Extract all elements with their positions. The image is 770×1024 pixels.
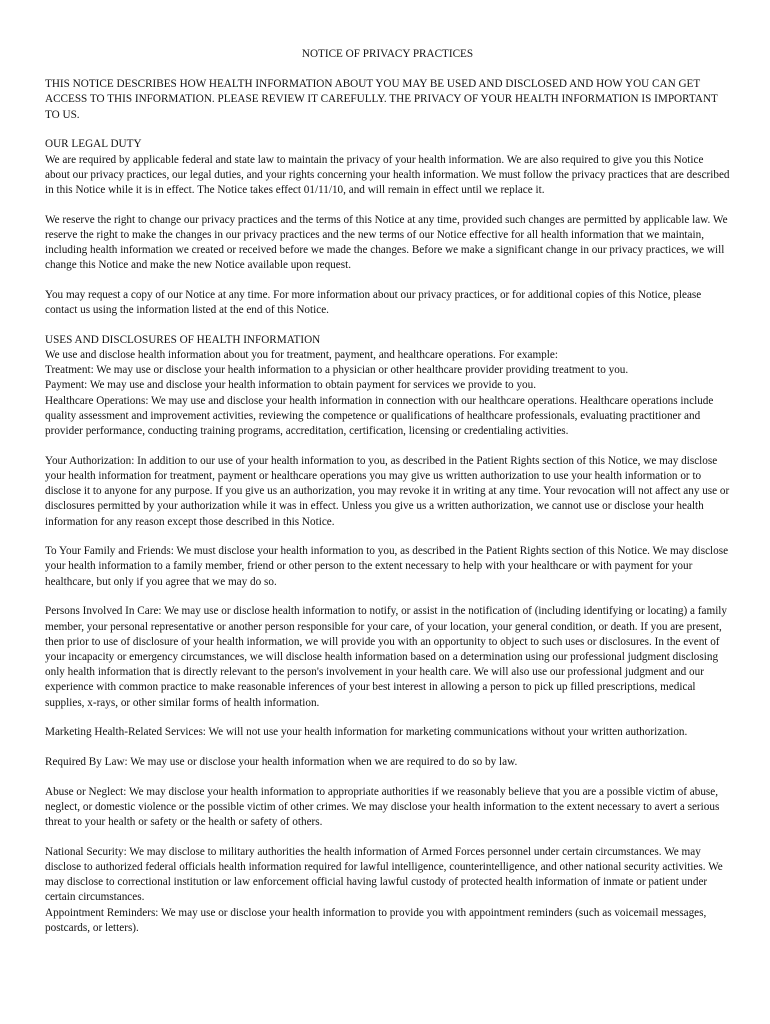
uses-intro: We use and disclose health information about you for treatment, payment, and healthcare operations. For example: [45, 349, 558, 362]
uses-section [45, 333, 730, 439]
intro-paragraph: THIS NOTICE DESCRIBES HOW HEALTH INFORMATION ABOUT YOU MAY BE USED AND DISCLOSED AND HOW YOU CAN GET ACCESS TO THIS INFORMATION. PLEASE REVIEW IT CAREFULLY. THE PRIVACY OF YOUR HEALTH INFORMATION IS IMPORTANT TO US. [45, 78, 718, 121]
legal-duty-section [45, 137, 730, 198]
uses-appointment-reminders: Appointment Reminders: We may use or disclose your health information to provide you with appointment reminders (such as voicemail messages, postcards, or letters). [45, 906, 707, 934]
uses-persons-involved: Persons Involved In Care: We may use or disclose health information to notify, or assist in the notification of (including identifying or locating) a family member, your personal representative or another person responsible for your care, of your location, your general condition, or death. If you are present, then prior to use of disclosure of your health information, we will provide you with an opportunity to object to such uses or disclosures. In the event of your incapacity or emergency circumstances, we will disclose health information based on a determination using our professional judgment disclosing only health information that is directly relevant to the person's involvement in your health care. We will also use our professional judgment and our experience with common practice to make reasonable inferences of your best interest in allowing a person to pick up filled prescriptions, medical supplies, x-rays, or other similar forms of health information. [45, 605, 728, 709]
uses-required-by-law: Required By Law: We may use or disclose your health information when we are required to do so by law. [45, 756, 518, 769]
uses-operations: Healthcare Operations: We may use and disclose your health information in connection with our healthcare operations. Healthcare operations include quality assessment and improvement activities, reviewing the competence or qualifications of healthcare professionals, evaluating practitioner and provider performance, conducting training programs, accreditation, certification, licensing or credentialing activities. [45, 394, 714, 438]
uses-authorization: Your Authorization: In addition to our use of your health information to you, as described in the Patient Rights section of this Notice, we may disclose your health information for treatment, payment or healthcare operations you may give us written authorization to use your health information or to disclose it to anyone for any purpose. If you give us an authorization, you may revoke it in writing at any time. Your revocation will not affect any use or disclosures permitted by your authorization while it was in effect. Unless you give us a written authorization, we cannot use or disclose your health information for any reason except those described in this Notice. [45, 454, 730, 528]
document-title: NOTICE OF PRIVACY PRACTICES [301, 48, 474, 60]
uses-marketing: Marketing Health-Related Services: We will not use your health information for marketing communications without your written authorization. [45, 726, 688, 739]
uses-treatment: Treatment: We may use or disclose your health information to a physician or other healthcare provider providing treatment to you. [45, 364, 629, 377]
uses-abuse-neglect: Abuse or Neglect: We may disclose your health information to appropriate authorities if we reasonably believe that you are a possible victim of abuse, neglect, or domestic violence or the possible victim of other crimes. We may disclose your health information to the extent necessary to avert a serious threat to your health or safety or the health or safety of others. [45, 785, 720, 829]
legal-duty-paragraph-3: You may request a copy of our Notice at any time. For more information about our privacy practices, or for additional copies of this Notice, please contact us using the information listed at the end of this Notice. [45, 288, 702, 317]
uses-family: To Your Family and Friends: We must disclose your health information to you, as described in the Patient Rights section of this Notice. We may disclose your health information to a family member, friend or other person to the extent necessary to help with your healthcare or with payment for your healthcare, but only if you agree that we may do so. [45, 545, 729, 588]
legal-duty-heading: OUR LEGAL DUTY [45, 138, 142, 151]
legal-duty-paragraph-1: We are required by applicable federal and state law to maintain the privacy of your health information. We are also required to give you this Notice about our privacy practices, our legal duties, and your rights concerning your health information. We must follow the privacy practices that are described in this Notice while it is in effect. The Notice takes effect 01/11/10, and will remain in effect until we replace it. [45, 153, 730, 196]
uses-national-security [45, 845, 730, 936]
legal-duty-paragraph-2: We reserve the right to change our privacy practices and the terms of this Notice at any time, provided such changes are permitted by applicable law. We reserve the right to make the changes in our privacy practices and the new terms of our Notice effective for all health information that we maintain, including health information we created or received before we made the changes. Before we make a significant change in our privacy practices, we will change this Notice and make the new Notice available upon request. [45, 213, 728, 272]
uses-heading: USES AND DISCLOSURES OF HEALTH INFORMATION [45, 333, 321, 346]
uses-payment: Payment: We may use and disclose your health information to obtain payment for services we provide to you. [45, 379, 537, 392]
uses-national-security-text: National Security: We may disclose to military authorities the health information of Armed Forces personnel under certain circumstances. We may disclose to authorized federal officials health information required for lawful intelligence, counterintelligence, and other national security activities. We may disclose to correctional institution or law enforcement official having lawful custody of protected health information of inmate or patient under certain circumstances. [45, 845, 723, 904]
